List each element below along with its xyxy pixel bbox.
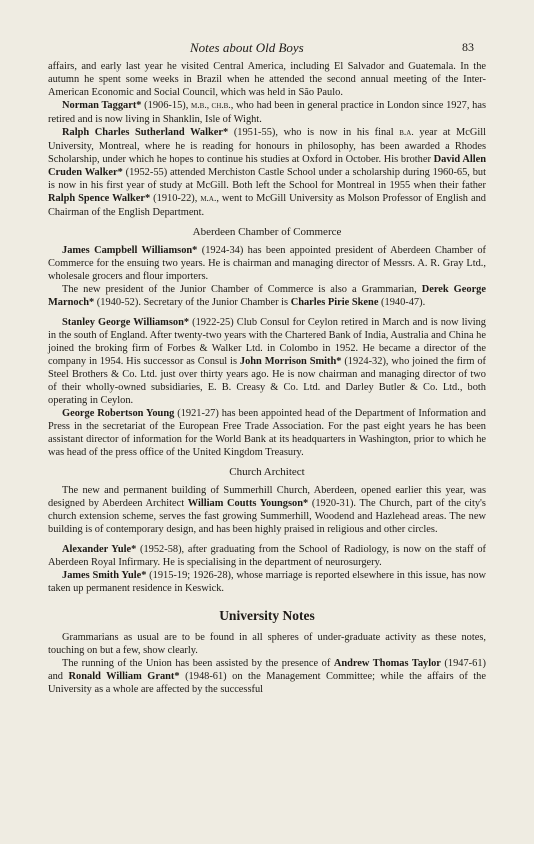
- paragraph: [48, 407, 486, 459]
- paragraph-text: (1940-52). Secretary of the Junior Chamber is: [94, 297, 291, 308]
- paragraph-gap: [48, 309, 486, 316]
- paragraph-text: (1951-55), who is now in his final: [228, 127, 400, 138]
- paragraph: [48, 60, 486, 99]
- paragraph: [48, 126, 486, 219]
- person-name: Stanley George Williamson*: [62, 317, 190, 328]
- degree-abbr: m.a.: [200, 194, 217, 204]
- paragraph: [48, 543, 486, 569]
- paragraph-text: (1924-32), who joined the firm of Steel Brothers & Co. Ltd. just over thirty years ago. He is now chairman and managing director of two of their wholly-owned subsidiaries, E. B. Creasy & Co. Ltd. and Darley Butler & Co. Ltd., both operating in Ceylon.: [48, 356, 486, 406]
- section-heading: Church Architect: [229, 466, 305, 478]
- page-number: 83: [462, 40, 474, 54]
- paragraph: [48, 484, 486, 536]
- paragraph-text: (1952-55) attended Merchiston Castle School under a scholarship during 1960-65, but is now in his first year of study at McGill. Both left the School for Montreal in 1955 when their father: [48, 167, 486, 191]
- person-name: James Smith Yule*: [62, 570, 147, 581]
- paragraph-text: (1906-15),: [141, 100, 192, 111]
- paragraph-text: The new president of the Junior Chamber of Commerce is also a Grammarian,: [62, 284, 422, 295]
- paragraph-text: (1952-58), after graduating from the School of Radiology, is now on the staff of Aberdeen Royal Infirmary. He is specialising in the department of neurosurgery.: [48, 544, 486, 568]
- person-name: Derek George Marnoch*: [48, 284, 486, 308]
- person-name: William Coutts Youngson*: [187, 498, 309, 509]
- section-heading: University Notes: [219, 608, 315, 623]
- paragraph: [48, 569, 486, 595]
- paragraph: [48, 316, 486, 407]
- paragraph-text: (1915-19; 1926-28), whose marriage is reported elsewhere in this issue, has now taken up permanent residence in Keswick.: [48, 570, 486, 594]
- paragraph-gap: [48, 536, 486, 543]
- person-name: Andrew Thomas Taylor: [333, 658, 441, 669]
- paragraph: [48, 283, 486, 309]
- person-name: Ralph Spence Walker*: [48, 193, 151, 204]
- paragraph-text: (1920-31). The Church, part of the city's church extension scheme, serves the fast growing Summerhill, Woodend and Hazlehead areas. The new building is of contemporary design, and has been highly praised in religious and other circles.: [48, 498, 486, 535]
- paragraph: [48, 657, 486, 696]
- person-name: Ronald William Grant*: [68, 671, 180, 682]
- paragraph-text: , who had been in general practice in London since 1927, has retired and is now living in Shanklin, Isle of Wight.: [48, 100, 486, 125]
- paragraph-text: year at McGill University, Montreal, where he is reading for honours in philosophy, has been awarded a Rhodes Scholarship, under which he hopes to continue his studies at Oxford in October. His brother: [48, 127, 486, 165]
- person-name: John Morrison Smith*: [239, 356, 342, 367]
- paragraph-text: (1921-27) has been appointed head of the Department of Information and Press in the secretariat of the European Free Trade Association. For the past eight years he has been assistant director of information for the World Bank at its headquarters in Washington, prior to which he was head of the press office of the United Kingdom Treasury.: [48, 408, 486, 458]
- paragraph-text: (1940-47).: [378, 297, 426, 308]
- person-name: George Robertson Young: [62, 408, 175, 419]
- paragraph-text: The running of the Union has been assisted by the presence of: [62, 658, 334, 669]
- paragraph-text: (1910-22),: [150, 193, 201, 204]
- person-name: Ralph Charles Sutherland Walker*: [62, 127, 229, 138]
- section-heading: Aberdeen Chamber of Commerce: [192, 226, 342, 238]
- person-name: Charles Pirie Skene: [290, 297, 379, 308]
- paragraph-text: (1947-61) and: [48, 658, 486, 682]
- person-name: David Allen Cruden Walker*: [48, 154, 486, 178]
- paragraph-text: The new and permanent building of Summerhill Church, Aberdeen, opened earlier this year, was designed by Aberdeen Architect: [48, 485, 486, 509]
- paragraph: [48, 99, 486, 126]
- degree-abbr: b.a.: [399, 128, 414, 138]
- paragraph-text: affairs, and early last year he visited Central America, including El Salvador and Guatemala. In the autumn he spent some weeks in Brazil when he attended the second annual meeting of the Inter-American Economic and Social Council, which was held in São Paulo.: [48, 61, 486, 98]
- paragraph: [48, 631, 486, 657]
- person-name: James Campbell Williamson*: [62, 245, 198, 256]
- degree-abbr: m.b., ch.b.: [191, 101, 231, 111]
- paragraph: [48, 244, 486, 283]
- paragraph-text: (1924-34) has been appointed president of Aberdeen Chamber of Commerce for the ensuing two years. He is chairman and managing director of Messrs. A. R. Gray Ltd., wholesale grocers and flour importers.: [48, 245, 486, 282]
- paragraph-text: Grammarians as usual are to be found in all spheres of under-graduate activity as these notes, touching on but a few, show clearly.: [48, 632, 486, 656]
- paragraph-text: (1922-25) Club Consul for Ceylon retired in March and is now living in the south of England. After twenty-two years with the Chartered Bank of India, Australia and China he joined the broking firm of Forbes & Walker Ltd. in Colombo in 1952. He became a director of the company in 1954. His successor as Consul is: [48, 317, 486, 367]
- paragraph-text: (1948-61) on the Management Committee; while the affairs of the University as a whole are affected by the successful: [48, 671, 486, 695]
- person-name: Alexander Yule*: [62, 544, 137, 555]
- running-head: [48, 38, 486, 60]
- page-body: [48, 60, 486, 696]
- paragraph-text: , went to McGill University as Molson Professor of English and Chairman of the English Department.: [48, 193, 486, 218]
- running-head-title: Notes about Old Boys: [190, 40, 304, 55]
- person-name: Norman Taggart*: [62, 100, 142, 111]
